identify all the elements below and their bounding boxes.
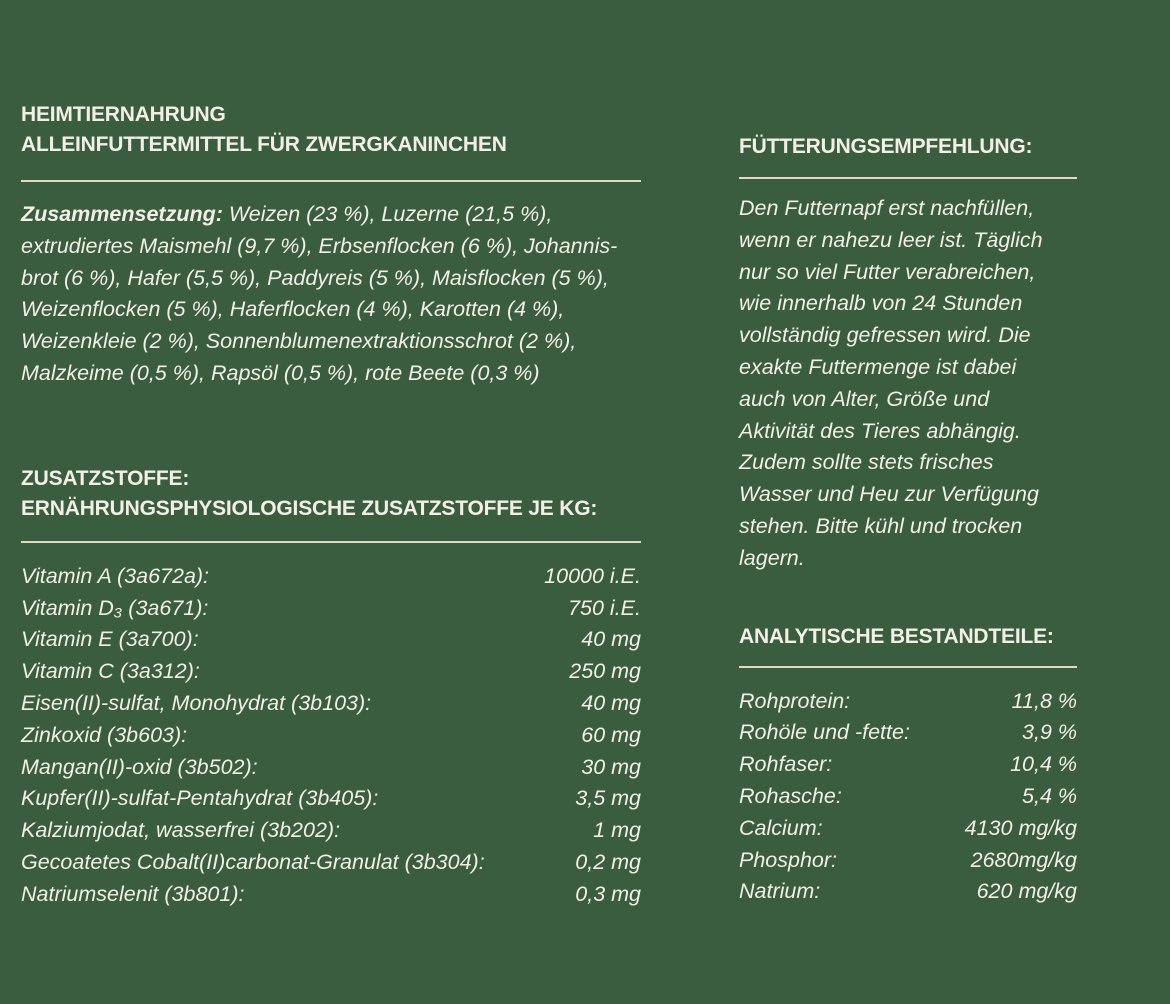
additive-name: Kupfer(II)-sulfat-Pentahydrat (3b405):: [21, 786, 379, 811]
analytic-value: 2680mg/kg: [970, 847, 1077, 872]
analytic-table: [739, 686, 1077, 909]
product-category: HEIMTIERNAHRUNG: [21, 103, 226, 126]
divider: [739, 666, 1077, 668]
feeding-line: exakte Futtermenge ist dabei: [739, 354, 1017, 379]
feeding-line: nur so viel Futter verabreichen,: [739, 259, 1036, 284]
additive-value: 10000 i.E.: [544, 563, 641, 588]
additive-row: [21, 847, 641, 879]
additives-subheading: ERNÄHRUNGSPHYSIOLOGISCHE ZUSATZSTOFFE JE KG:: [21, 496, 598, 520]
analytic-row: [739, 686, 1077, 718]
analytic-name: Calcium:: [739, 815, 823, 840]
analytic-name: Rohfaser:: [739, 752, 833, 777]
additive-value: 40 mg: [581, 627, 641, 652]
feeding-line: vollständig gefressen wird. Die: [739, 323, 1031, 348]
analytic-name: Phosphor:: [739, 847, 838, 872]
additive-name: Zinkoxid (3b603):: [21, 722, 188, 747]
composition-line: Malzkeime (0,5 %), Rapsöl (0,5 %), rote Beete (0,3 %): [21, 360, 540, 385]
feeding-line: Den Futternapf erst nachfüllen,: [739, 196, 1035, 220]
composition-line: brot (6 %), Hafer (5,5 %), Paddyreis (5 %), Maisflocken (5 %),: [21, 265, 609, 290]
divider: [21, 180, 641, 182]
feeding-line: wie innerhalb von 24 Stunden: [739, 291, 1023, 316]
composition-text: [21, 199, 641, 390]
feeding-line: stehen. Bitte kühl und trocken: [739, 513, 1023, 538]
composition-line: Weizen (23 %), Luzerne (21,5 %),: [228, 202, 553, 226]
composition-line: Weizenflocken (5 %), Haferflocken (4 %), Karotten (4 %),: [21, 297, 565, 322]
analytic-value: 620 mg/kg: [976, 879, 1077, 904]
analytic-value: 10,4 %: [1010, 752, 1077, 777]
analytic-row: [739, 813, 1077, 845]
additive-row: [21, 783, 641, 815]
additive-row: [21, 624, 641, 656]
additive-row: [21, 688, 641, 720]
product-title: [21, 100, 641, 160]
additive-value: 250 mg: [569, 659, 641, 684]
analytic-row: [739, 845, 1077, 877]
analytic-row: [739, 876, 1077, 908]
additive-name: Natriumselenit (3b801):: [21, 881, 245, 906]
composition-label: Zusammensetzung:: [21, 202, 223, 226]
product-type: ALLEINFUTTERMITTEL FÜR ZWERGKANINCHEN: [21, 133, 507, 156]
additive-row: [21, 815, 641, 847]
additive-value: 40 mg: [581, 690, 641, 715]
additive-name: Kalziumjodat, wasserfrei (3b202):: [21, 818, 341, 843]
analytic-name: Rohöle und -fette:: [739, 720, 910, 745]
additive-row: [21, 593, 641, 625]
additives-title: [21, 464, 641, 524]
additive-name: Mangan(II)-oxid (3b502):: [21, 754, 258, 779]
composition-line: extrudiertes Maismehl (9,7 %), Erbsenflocken (6 %), Johannis-: [21, 233, 618, 258]
additive-row: [21, 752, 641, 784]
analytic-value: 3,9 %: [1022, 720, 1077, 745]
additive-name: Vitamin A (3a672a):: [21, 563, 210, 588]
additives-heading: ZUSATZSTOFFE:: [21, 466, 190, 490]
additive-name: Vitamin D₃ (3a671):: [21, 595, 209, 620]
feeding-line: auch von Alter, Größe und: [739, 386, 990, 411]
additive-value: 0,2 mg: [575, 849, 641, 874]
analytic-name: Rohasche:: [739, 783, 842, 808]
additive-name: Gecoatetes Cobalt(II)carbonat-Granulat (3b304):: [21, 849, 485, 874]
feeding-line: lagern.: [739, 545, 805, 570]
analytic-name: Rohprotein:: [739, 688, 851, 713]
divider: [739, 177, 1077, 179]
feeding-text: [739, 193, 1077, 575]
analytic-value: 4130 mg/kg: [964, 815, 1077, 840]
analytic-row: [739, 749, 1077, 781]
additive-row: [21, 879, 641, 911]
divider: [21, 541, 641, 543]
additives-table: [21, 561, 641, 911]
analytic-name: Natrium:: [739, 879, 821, 904]
additive-name: Vitamin E (3a700):: [21, 627, 199, 652]
additive-value: 0,3 mg: [575, 881, 641, 906]
feeding-line: wenn er nahezu leer ist. Täglich: [739, 227, 1043, 252]
left-column: [21, 100, 641, 911]
right-column: [739, 132, 1077, 908]
additive-row: [21, 561, 641, 593]
additive-name: Eisen(II)-sulfat, Monohydrat (3b103):: [21, 690, 372, 715]
composition-line: Weizenkleie (2 %), Sonnenblumenextraktionsschrot (2 %),: [21, 329, 577, 354]
additive-value: 3,5 mg: [575, 786, 641, 811]
additive-value: 750 i.E.: [568, 595, 641, 620]
analytic-heading: ANALYTISCHE BESTANDTEILE:: [739, 624, 1054, 648]
additive-row: [21, 720, 641, 752]
feeding-line: Wasser und Heu zur Verfügung: [739, 482, 1039, 507]
feeding-line: Zudem sollte stets frisches: [739, 450, 994, 475]
analytic-row: [739, 781, 1077, 813]
additive-name: Vitamin C (3a312):: [21, 659, 200, 684]
analytic-value: 5,4 %: [1022, 783, 1077, 808]
analytic-value: 11,8 %: [1011, 688, 1077, 713]
additive-row: [21, 656, 641, 688]
additive-value: 1 mg: [593, 818, 641, 843]
feeding-line: Aktivität des Tieres abhängig.: [739, 418, 1021, 443]
additive-value: 60 mg: [581, 722, 641, 747]
additive-value: 30 mg: [581, 754, 641, 779]
feeding-heading: FÜTTERUNGSEMPFEHLUNG:: [739, 135, 1033, 158]
analytic-row: [739, 717, 1077, 749]
